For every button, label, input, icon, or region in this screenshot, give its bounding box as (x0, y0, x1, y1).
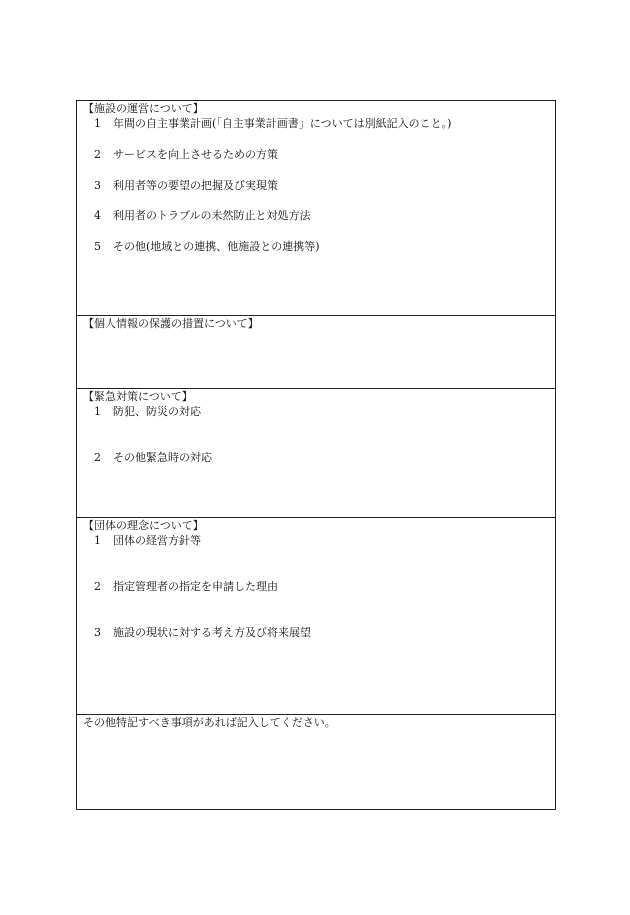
list-item (94, 452, 212, 464)
item-number: 1 (94, 534, 101, 547)
item-text: 年間の自主事業計画(「自主事業計画書」については別紙記入のこと。) (113, 117, 452, 130)
item-text: その他(地域との連携、他施設との連携等) (113, 240, 320, 253)
item-number: 2 (94, 451, 101, 464)
list-item (94, 210, 311, 222)
item-text: サービスを向上させるための方策 (113, 148, 278, 161)
item-text: 利用者のトラブルの未然防止と対処方法 (113, 209, 311, 222)
list-item (94, 241, 320, 253)
list-item (94, 149, 278, 161)
item-text: 施設の現状に対する考え方及び将来展望 (113, 626, 311, 639)
list-item (94, 118, 451, 130)
section-heading: 【個人情報の保護の措置について】 (83, 317, 259, 330)
list-item (94, 406, 201, 418)
item-number: 3 (94, 626, 101, 639)
item-number: 4 (94, 209, 101, 222)
item-number: 2 (94, 148, 101, 161)
item-text: 指定管理者の指定を申請した理由 (113, 580, 278, 593)
section-emergency-measures (77, 389, 555, 518)
item-number: 3 (94, 179, 101, 192)
item-text: 団体の経営方針等 (113, 534, 201, 547)
item-number: 5 (94, 240, 101, 253)
item-number: 2 (94, 580, 101, 593)
list-item (94, 180, 278, 192)
item-number: 1 (94, 405, 101, 418)
list-item (94, 535, 201, 547)
list-item (94, 581, 278, 593)
item-text: 防犯、防災の対応 (113, 405, 201, 418)
section-heading: 【施設の運営について】 (83, 102, 204, 115)
item-text: 利用者等の要望の把握及び実現策 (113, 179, 278, 192)
section-organization-philosophy (77, 518, 555, 715)
section-heading: その他特記すべき事項があれば記入してください。 (83, 716, 336, 729)
section-heading: 【緊急対策について】 (83, 390, 193, 403)
section-heading: 【団体の理念について】 (83, 519, 204, 532)
list-item (94, 627, 311, 639)
section-facility-operation (77, 101, 555, 316)
item-number: 1 (94, 117, 101, 130)
item-text: その他緊急時の対応 (113, 451, 212, 464)
section-privacy-measures (77, 316, 555, 389)
application-form-table (76, 100, 556, 810)
section-other-remarks (77, 715, 555, 809)
